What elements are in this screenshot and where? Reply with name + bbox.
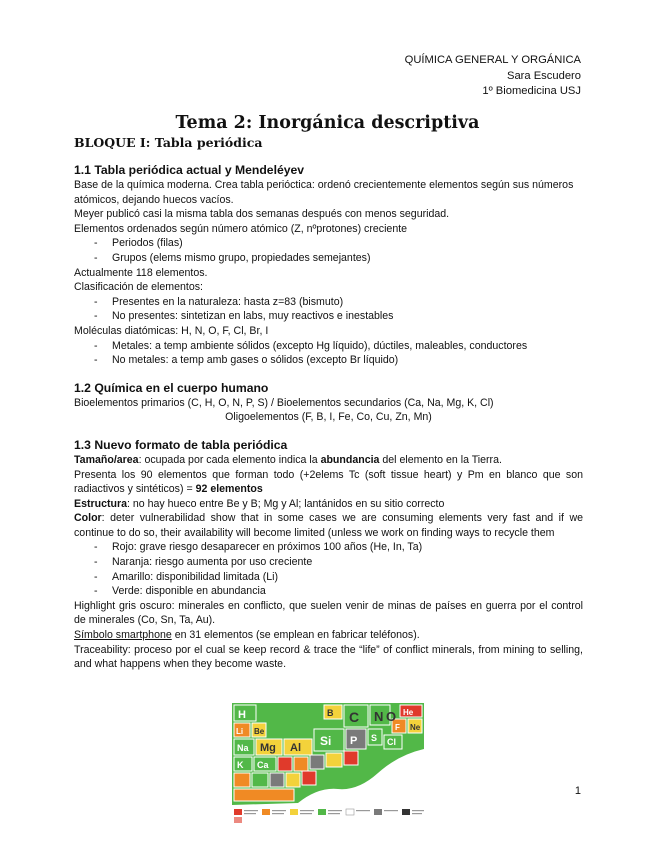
element-symbol: Ca xyxy=(257,760,269,770)
element-symbol: Li xyxy=(236,727,244,736)
tile xyxy=(234,789,294,801)
legend-swatch xyxy=(234,817,242,823)
tile xyxy=(234,773,250,787)
element-symbol: Al xyxy=(290,742,301,754)
periodic-table-graphic xyxy=(228,697,428,829)
element-symbol: O xyxy=(386,709,397,724)
tile xyxy=(278,757,292,771)
paragraph: Elementos ordenados según número atómico (Z, nºprotones) creciente xyxy=(74,222,408,235)
tile xyxy=(294,757,308,771)
list-colors xyxy=(74,540,583,598)
list-metals xyxy=(74,339,583,368)
paragraph: Oligoelementos (F, B, I, Fe, Co, Cu, Zn, Mn) xyxy=(225,411,432,424)
paragraph: Base de la química moderna. Crea tabla perióctica: ordenó crecientemente elementos según sus números atómicos, dejando huecos vacíos. xyxy=(74,179,574,206)
legend-swatch-phone xyxy=(402,809,410,815)
list-classification xyxy=(74,295,583,324)
page-title: Tema 2: Inorgánica descriptiva xyxy=(175,113,480,133)
element-symbol: N xyxy=(374,709,384,724)
paragraph: Símbolo smartphone en 31 elementos (se emplean en fabricar teléfonos). xyxy=(74,629,420,642)
list-ordering xyxy=(74,236,583,265)
paragraph: Actualmente 118 elementos. xyxy=(74,266,208,279)
tile xyxy=(344,751,358,765)
tile xyxy=(326,753,342,767)
block-title: BLOQUE I: Tabla periódica xyxy=(74,135,263,150)
paragraph: Tamaño/area: ocupada por cada elemento indica la abundancia del elemento en la Tierra. xyxy=(74,453,502,466)
list-item: - Amarillo: disponibilidad limitada (Li) xyxy=(94,570,583,585)
bold-term: 92 elementos xyxy=(195,483,263,496)
paragraph: Highlight gris oscuro: minerales en conflicto, que suelen venir de minas de países en guerra por el control de minerales (Co, Sn, Ta, Au). xyxy=(74,599,583,627)
section-3-heading: 1.3 Nuevo formato de tabla periódica xyxy=(74,437,288,452)
element-symbol: S xyxy=(371,733,378,743)
paragraph: Traceability: proceso por el cual se keep record & trace the “life” of conflict minerals, from mining to selling, and what happens when they become waste. xyxy=(74,643,583,671)
paragraph: Moléculas diatómicas: H, N, O, F, Cl, Br, I xyxy=(74,324,269,337)
list-item: - Metales: a temp ambiente sólidos (excepto Hg líquido), dúctiles, maleables, conductores xyxy=(94,339,583,354)
element-symbol: C xyxy=(349,709,360,725)
element-symbol: Si xyxy=(320,734,332,748)
paragraph: Clasificación de elementos: xyxy=(74,281,203,294)
element-symbol: P xyxy=(350,735,358,747)
bold-term: Tamaño/area xyxy=(74,453,139,466)
legend-swatch-green xyxy=(318,809,326,815)
document-header xyxy=(405,53,581,100)
element-symbol: Ne xyxy=(410,723,421,732)
element-symbol: K xyxy=(237,760,244,770)
list-item: - Rojo: grave riesgo desaparecer en próximos 100 años (He, In, Ta) xyxy=(94,540,583,555)
author-name: Sara Escudero xyxy=(506,69,581,82)
element-symbol: Cl xyxy=(387,737,396,747)
element-symbol: He xyxy=(403,708,414,717)
list-item: - Grupos (elems mismo grupo, propiedades semejantes) xyxy=(94,251,583,266)
tile xyxy=(310,755,324,769)
legend-swatch-grey xyxy=(374,809,382,815)
course-name: QUÍMICA GENERAL Y ORGÁNICA xyxy=(404,54,581,66)
paragraph: Bioelementos primarios (C, H, O, N, P, S) / Bioelementos secundarios (Ca, Na, Mg, K, Cl) xyxy=(74,396,494,409)
legend-swatch-red xyxy=(234,809,242,815)
section-2-heading: 1.2 Química en el cuerpo humano xyxy=(74,380,269,395)
legend-swatch-white xyxy=(346,809,354,815)
paragraph: Color: deter vulnerabilidad show that in some cases we are consuming elements very fast and if we continue to do so, their availability will become limited (unless we work on finding ways to recycle them xyxy=(74,512,583,539)
tile xyxy=(302,771,316,785)
element-symbol: Na xyxy=(237,743,249,753)
list-item: - Presentes en la naturaleza: hasta z=83 (bismuto) xyxy=(94,295,583,310)
paragraph: Estructura: no hay hueco entre Be y B; Mg y Al; lantánidos en su sitio correcto xyxy=(74,497,445,510)
section-1-heading: 1.1 Tabla periódica actual y Mendeléyev xyxy=(74,163,305,177)
list-item: - Periodos (filas) xyxy=(94,236,583,251)
list-item: - No metales: a temp amb gases o sólidos (excepto Br líquido) xyxy=(94,353,583,368)
tile xyxy=(286,773,300,787)
paragraph: Meyer publicó casi la misma tabla dos semanas después con menos seguridad. xyxy=(74,208,450,221)
program-name: 1º Biomedicina USJ xyxy=(482,85,581,97)
legend-swatch-orange xyxy=(262,809,270,815)
bold-term: Color xyxy=(74,512,102,525)
list-item: - Naranja: riesgo aumenta por uso creciente xyxy=(94,555,583,570)
tile xyxy=(252,773,268,787)
list-item: - No presentes: sintetizan en labs, muy reactivos e inestables xyxy=(94,309,583,324)
list-item: - Verde: disponible en abundancia xyxy=(94,584,583,599)
main-content xyxy=(74,158,583,672)
page-number: 1 xyxy=(574,785,581,797)
element-symbol: F xyxy=(395,723,400,732)
element-symbol: Be xyxy=(254,727,265,736)
bold-term: abundancia xyxy=(320,453,380,466)
paragraph: Presenta los 90 elementos que forman todo (+2elems Tc (soft tissue heart) y Pm en blanco que son radiactivos y sintéticos) = 92 elementos xyxy=(74,468,583,496)
underlined-term: Símbolo smartphone xyxy=(74,629,172,642)
bold-term: Estructura xyxy=(74,497,127,510)
tile xyxy=(270,773,284,787)
element-symbol: Mg xyxy=(260,742,276,754)
periodic-table-image xyxy=(228,697,428,829)
element-symbol: H xyxy=(238,709,246,721)
element-symbol: B xyxy=(327,708,334,718)
legend-swatch-yellow xyxy=(290,809,298,815)
